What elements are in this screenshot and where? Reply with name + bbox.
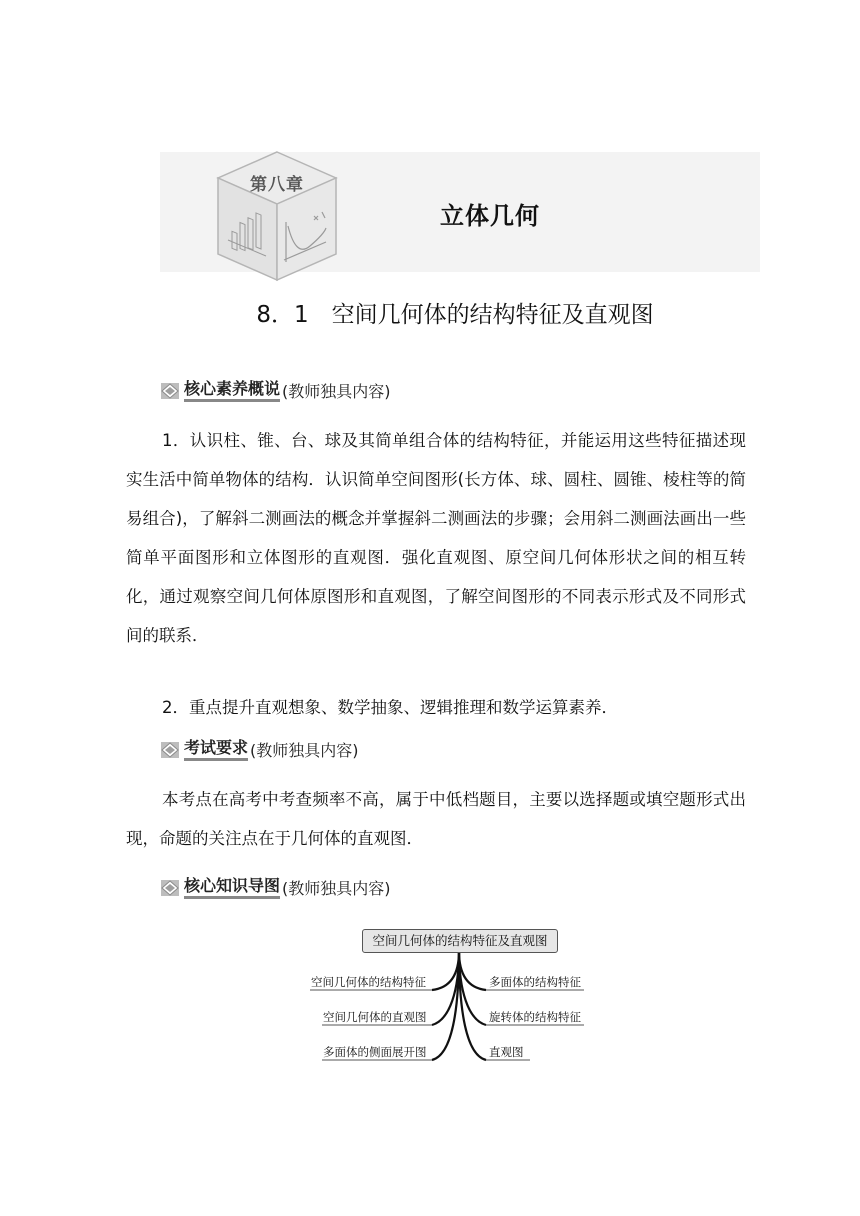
paragraph-exam: 本考点在高考中考查频率不高，属于中低档题目，主要以选择题或填空题形式出现，命题的关注点在于几何体的直观图． [126, 790, 746, 848]
mindmap-node: 空间几何体的直观图 [323, 1010, 427, 1024]
chapter-number-label: 第八章 [250, 175, 304, 195]
mindmap-node: 旋转体的结构特征 [489, 1010, 581, 1024]
mindmap-node: 多面体的结构特征 [489, 975, 581, 989]
chapter-title: 立体几何 [440, 202, 540, 230]
paragraph-objectives: 1．认识柱、锥、台、球及其简单组合体的结构特征，并能运用这些特征描述现实生活中简单物体的结构．认识简单空间图形(长方体、球、圆柱、圆锥、棱柱等的简易组合)，了解斜二测画法的概念并掌握斜二测画法的步骤；会用斜二测画法画出一些简单平面图形和立体图形的直观图．强化直观图、原空间几何体形状之间的相互转化，通过观察空间几何体原图形和直观图，了解空间图形的不同表示形式及不同形式间的联系． [126, 431, 746, 645]
paragraph-literacy: 2．重点提升直观想象、数学抽象、逻辑推理和数学运算素养． [162, 698, 618, 717]
block-label: 考试要求 [184, 738, 248, 761]
block-note: (教师独具内容) [282, 879, 391, 898]
block-note: (教师独具内容) [250, 741, 359, 760]
mindmap-node: 多面体的侧面展开图 [323, 1045, 427, 1059]
block-label: 核心知识导图 [184, 876, 280, 899]
mindmap-node: 直观图 [489, 1045, 524, 1059]
section-title: 8．1 空间几何体的结构特征及直观图 [256, 302, 654, 328]
mindmap-node: 空间几何体的结构特征 [311, 975, 426, 989]
block-note: (教师独具内容) [282, 382, 391, 401]
mindmap-root: 空间几何体的结构特征及直观图 [362, 929, 558, 953]
block-label: 核心素养概说 [184, 379, 280, 402]
